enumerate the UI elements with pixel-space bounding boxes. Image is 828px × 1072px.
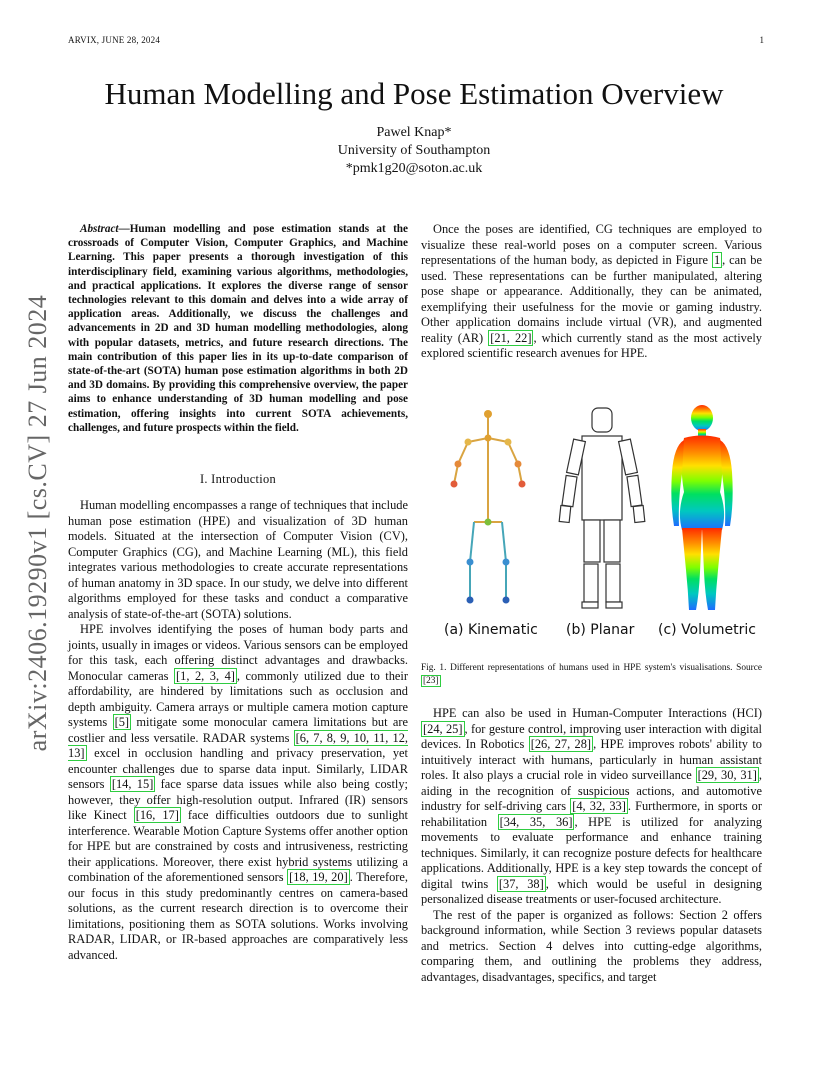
citation-link[interactable]: [29, 30, 31] [697,768,757,782]
figure-reference-link[interactable]: 1 [713,253,721,267]
section-heading-introduction: I. Introduction [199,472,277,486]
citation-link[interactable]: [26, 27, 28] [530,737,592,751]
citation-link[interactable]: [37, 38] [498,876,544,891]
right-paragraph-1: Once the poses are identified, CG techniques are employed to visualize these real-world poses on a computer screen. Various representations of the human body, as depicted in Figure 1 , can be used. These representations can be further manipulated, altering pose shape or appearance. Additionally, they can be animated, exemplifying their usefulness for the movie or gaming industry. Other application domains include virtual (VR), and augmented reality (AR) [21, 22] , which currently stand as the most actively explored scientific research avenues for HPE. [421,222,762,360]
running-head: ARVIX, JUNE 28, 2024 [68,35,161,45]
arxiv-side-identifier [18,288,58,758]
human-representations-illustration [436,402,766,617]
citation-link[interactable]: [1, 2, 3, 4] [176,668,235,683]
author-affiliation: University of Southampton [337,143,491,158]
volumetric-body [671,405,732,610]
citation-link[interactable]: [16, 17] [135,808,179,822]
citation-link[interactable]: [6, 7, 8, 9, 10, 11, 12, 13] [68,730,409,760]
right-paragraph-3: The rest of the paper is organized as follows: Section 2 offers background information, while Section 3 reviews popular datasets and metrics. Section 4 delves into cutting-edge algorithms, comparing them, and outlining the problems they address, advantages, disadvantages, specifics, and target [421,907,762,984]
right-column-bottom [421,706,762,985]
citation-link[interactable]: [14, 15] [111,777,154,791]
page-number: 1 [759,35,764,45]
intro-paragraph-1: Human modelling encompasses a range of techniques that include human pose estimation (HPE) and visualization of 3D human models. Situated at the intersection of Computer Vision (CV), Computer Graphics (CG), and Machine Learning (ML), this field integrates various methodologies to create accurate representations of human anatomy in 3D space. In our study, we delve into different algorithms employed for these tasks and conduct a comparative analysis of state-of-the-art (SOTA) solutions. [68,498,408,621]
figure-1 [436,402,766,648]
planar-body [559,408,645,608]
introduction-body [68,498,408,963]
citation-link[interactable]: [4, 32, 33] [572,799,626,813]
citation-link[interactable]: [34, 35, 36] [499,814,573,829]
abstract-text: —Human modelling and pose estimation stands at the crossroads of Computer Vision, Computer Graphics, and Machine Learning. This paper presents a thorough investigation of this interdisciplinary field, examining various algorithms, methodologies, and practical applications. It explores the diverse range of sensor technologies relevant to this domain and delves into a wide array of application areas. Additionally, we discuss the challenges and advancements in 2D and 3D human modelling methodologies, along with popular datasets, metrics, and future research directions. The main contribution of this paper lies in its up-to-date comparison of state-of-the-art (SOTA) human pose estimation algorithms in both 2D and 3D domains. By providing this comprehensive overview, the paper aims to enhance understanding of 3D human modelling and pose estimation, offering insights into current SOTA achievements, challenges, and future prospects within the field. [68,223,408,434]
right-paragraph-2: HPE can also be used in Human-Computer Interactions (HCI) [24, 25] , for gesture control, improving user interaction with digital devices. In Robotics [26, 27, 28] , HPE improves robots' ability to intuitively interact with humans, particularly in human assistant roles. It also plays a crucial role in video surveillance [29, 30, 31] , aiding in the recognition of suspicious actions, and automotive industry for self-driving cars [4, 32, 33] . Furthermore, in sports or rehabilitation [34, 35, 36] , HPE is utilized for analyzing movements to evaluate performance and enhance training techniques. Similarly, it can recognize posture defects for healthcare applications. Additionally, HPE is a key step towards the concept of digital twins [37, 38] , which would be useful in designing personalized disease treatments or user-focused architecture. [421,706,762,906]
figure-label-planar: (b) Planar [566,622,635,638]
arxiv-identifier-text: arXiv:2406.19290v1 [cs.CV] 27 Jun 2024 [23,294,52,752]
abstract [68,222,408,435]
citation-link[interactable]: [24, 25] [423,721,463,736]
citation-link[interactable]: [18, 19, 20] [289,870,348,884]
figure-label-volumetric: (c) Volumetric [658,622,756,638]
right-column-top [421,222,762,362]
citation-link[interactable]: [5] [114,715,130,729]
abstract-label: Abstract [80,223,119,235]
author-email: *pmk1g20@soton.ac.uk [345,161,483,176]
author-name: Pawel Knap* [376,125,452,140]
figure-1-caption: Fig. 1. Different representations of humans used in HPE system's visualisations. Source [23] [421,663,762,686]
kinematic-skeleton [454,416,522,600]
citation-link[interactable]: [23] [423,675,439,686]
paper-title: Human Modelling and Pose Estimation Overview [104,76,724,111]
intro-paragraph-2: HPE involves identifying the poses of human body parts and joints, usually in images or videos. Various sensors can be employed for this task, each offering distinct advantages and drawbacks. Monocular cameras [1, 2, 3, 4] , commonly utilized due to their affordability, are hindered by limitations such as occlusion and depth ambiguity. Camera arrays or multiple camera motion capture systems [5] mitigate some monocular camera limitations but are costlier and less versatile. RADAR systems [6, 7, 8, 9, 10, 11, 12, 13] excel in occlusion handling and privacy preservation, yet encounter challenges due to sparse data input. Similarly, LIDAR sensors [14, 15] face sparse data issues while also being costly; however, they offer high-resolution output. Infrared (IR) sensors like Kinect [16, 17] face difficulties outdoors due to sunlight interference. Wearable Motion Capture Systems offer another option for HPE but are constrained by costs and intrusiveness, restricting their applications. Moreover, there exist hybrid systems utilizing a combination of the aforementioned sensors [18, 19, 20] . Therefore, our focus in this study predominantly centres on camera-based solutions, as the current research direction is to overcome their limitations, positioning them as SOTA solutions. Works involving RADAR, LIDAR, or IR-based approaches are comparatively less advanced. [68,622,409,962]
author-block [0,124,828,178]
figure-label-kinematic: (a) Kinematic [444,622,538,638]
citation-link[interactable]: [21, 22] [490,330,532,345]
